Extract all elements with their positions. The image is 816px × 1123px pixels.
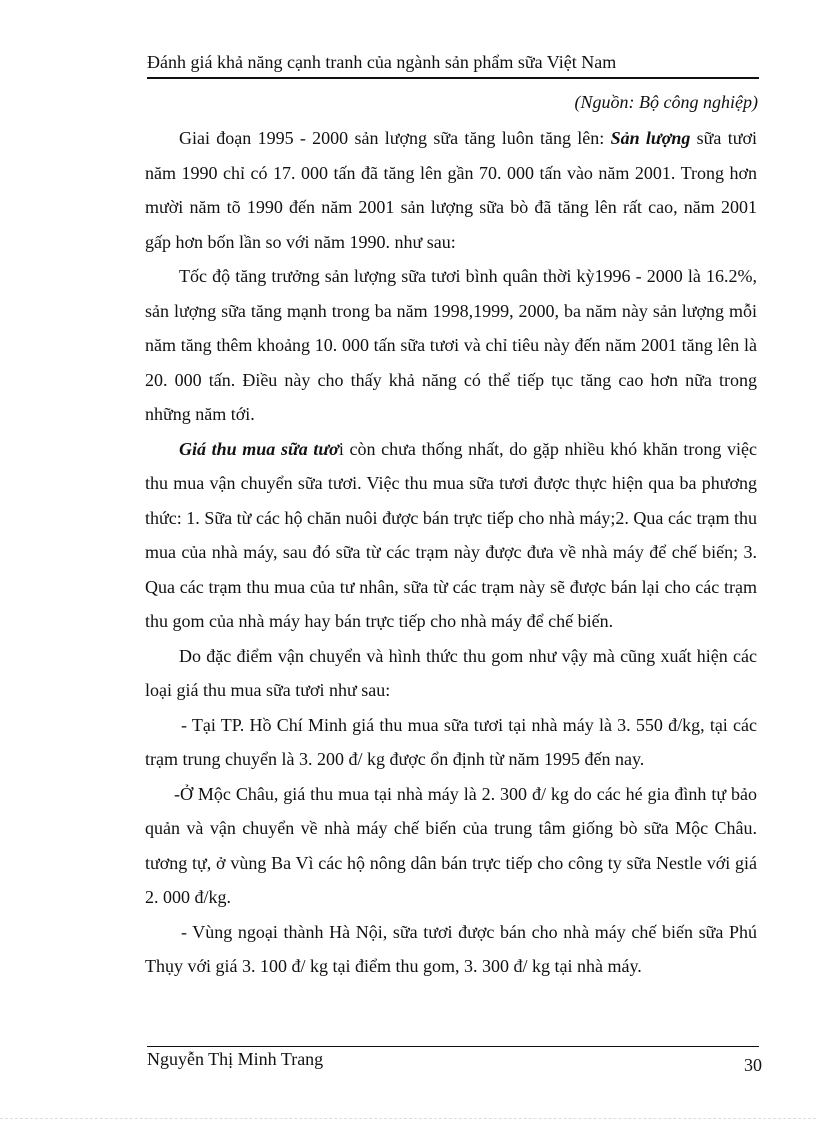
paragraph-1-emphasis: Sản lượng: [610, 128, 691, 148]
paragraph-3-text: i còn chưa thống nhất, do gặp nhiều khó khăn trong việc thu mua vận chuyển sữa tươi. Việc thu mua sữa tươi được thực hiện qua ba phương thức: 1. Sữa từ các hộ chăn nuôi được bán trực tiếp cho nhà máy;2. Qua các trạm thu mua của nhà máy, sau đó sữa từ các trạm này được đưa về nhà máy để chế biến; 3. Qua các trạm thu mua của tư nhân, sữa từ các trạm này sẽ được bán lại cho các trạm thu gom của nhà máy hay bán trực tiếp cho nhà máy để chế biến.: [145, 438, 757, 631]
paragraph-7: - Vùng ngoại thành Hà Nội, sữa tươi được bán cho nhà máy chế biến sữa Phú Thụy với giá 3. 100 đ/ kg tại điểm thu gom, 3. 300 đ/ kg tại nhà máy.: [145, 921, 757, 976]
page-bottom-border: [0, 1118, 816, 1119]
paragraph-4: Do đặc điểm vận chuyển và hình thức thu gom như vậy mà cũng xuất hiện các loại giá thu mua sữa tươi như sau:: [145, 645, 757, 700]
paragraph-3-emphasis: Giá thu mua sữa tươ: [179, 438, 339, 459]
paragraph-1-text-b: sữa tươi năm 1990 chỉ có 17. 000 tấn đã tăng lên gần 70. 000 tấn vào năm 2001. Trong hơn mười năm tõ 1990 đến năm 2001 sản lượng sữa bò đã tăng lên rất cao, năm 2001 gấp hơn bốn lần so với năm 1990. như sau:: [145, 128, 758, 252]
header-divider: [147, 77, 759, 79]
source-note: (Nguồn: Bộ công nghiệp): [574, 92, 758, 112]
document-body: [145, 121, 757, 984]
footer-author: Nguyễn Thị Minh Trang: [147, 1049, 324, 1069]
paragraph-1: [145, 121, 757, 259]
paragraph-6: -Ở Mộc Châu, giá thu mua tại nhà máy là 2. 300 đ/ kg do các hé gia đình tự bảo quản và vận chuyển về nhà máy chế biến của trung tâm giống bò sữa Mộc Châu. tương tự, ở vùng Ba Vì các hộ nông dân bán trực tiếp cho công ty sữa Nestle với giá 2. 000 đ/kg.: [145, 783, 757, 907]
running-header: Đánh giá khả năng cạnh tranh của ngành sản phẩm sữa Việt Nam: [147, 52, 617, 72]
paragraph-3: [145, 432, 757, 639]
paragraph-5: - Tại TP. Hồ Chí Minh giá thu mua sữa tươi tại nhà máy là 3. 550 đ/kg, tại các trạm trung chuyển là 3. 200 đ/ kg được ổn định từ năm 1995 đến nay.: [145, 714, 757, 769]
footer-divider: [147, 1046, 759, 1047]
page-number: 30: [744, 1055, 762, 1075]
paragraph-1-text-a: Giai đoạn 1995 - 2000 sản lượng sữa tăng luôn tăng lên:: [179, 128, 611, 148]
paragraph-2: Tốc độ tăng trưởng sản lượng sữa tươi bình quân thời kỳ1996 - 2000 là 16.2%, sản lượng sữa tăng mạnh trong ba năm 1998,1999, 2000, ba năm này sản lượng mỗi năm tăng thêm khoảng 10. 000 tấn sữa tươi và chỉ tiêu này đến năm 2001 tăng lên là 20. 000 tấn. Điều này cho thấy khả năng có thể tiếp tục tăng cao hơn nữa trong những năm tới.: [145, 266, 757, 424]
